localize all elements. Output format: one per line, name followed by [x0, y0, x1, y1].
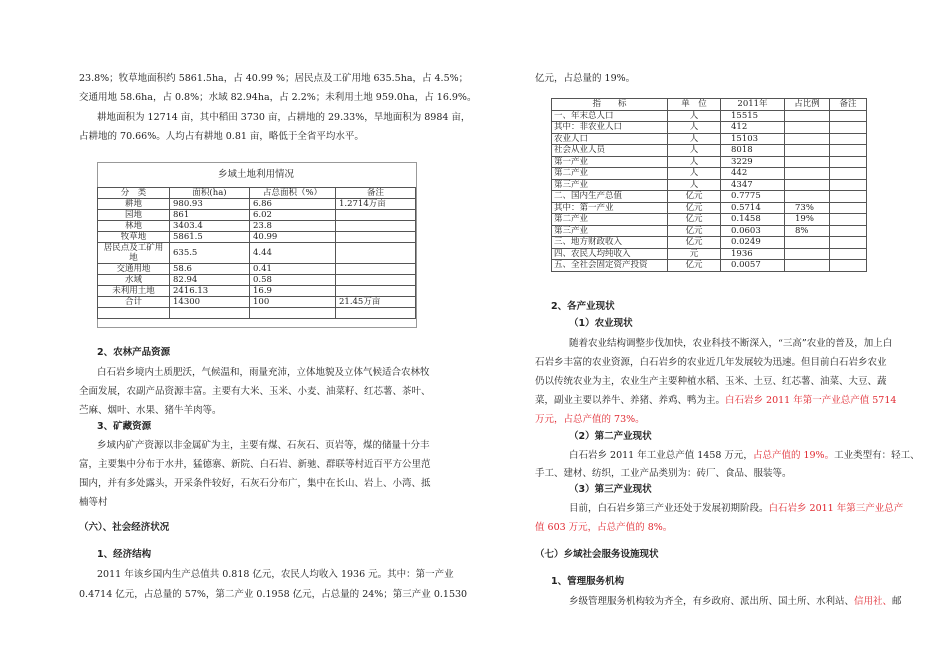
table-header-cell: 2011年 — [721, 99, 785, 111]
highlighted-text: 值 603 万元，占总产值的 8%。 — [535, 522, 673, 533]
table-cell: 1936 — [721, 248, 785, 260]
section-title: 1、管理服务机构 — [551, 576, 625, 587]
table-cell: 合计 — [98, 297, 170, 308]
table-cell: 一、年末总人口 — [552, 110, 668, 122]
land-table-caption: 乡域土地利用情况 — [217, 169, 294, 180]
table-cell: 亿元 — [668, 191, 721, 203]
section-title: 2、农林产品资源 — [97, 347, 171, 358]
paragraph-line: 手工、建材、纺织，工业产品类别为：砖厂、食品、服装等。 — [535, 468, 792, 479]
table-cell: 635.5 — [170, 243, 250, 264]
table-cell: 亿元 — [668, 225, 721, 237]
table-cell: 23.8 — [250, 221, 336, 232]
table-cell: 8018 — [721, 145, 785, 157]
table-header-row — [552, 99, 867, 111]
table-cell — [830, 202, 867, 214]
table-cell: 6.02 — [250, 210, 336, 221]
table-cell — [830, 168, 867, 180]
table-row — [552, 156, 867, 168]
table-cell — [830, 225, 867, 237]
table-cell: 其中：第一产业 — [552, 202, 668, 214]
table-cell: 0.41 — [250, 264, 336, 275]
table-cell: 8% — [785, 225, 830, 237]
table-cell — [785, 122, 830, 134]
table-row — [552, 179, 867, 191]
table-cell: 未利用土地 — [98, 286, 170, 297]
land-use-text-line: 交通用地 58.6ha，占 0.8%；水域 82.94ha，占 2.2%；未利用土地 959.0ha，占 16.9%。 — [79, 92, 477, 103]
table-row — [552, 191, 867, 203]
table-row — [98, 199, 416, 210]
table-cell: 19% — [785, 214, 830, 226]
table-cell: 0.0057 — [721, 260, 785, 272]
table-cell: 5861.5 — [170, 232, 250, 243]
table-cell — [785, 110, 830, 122]
table-cell: 林地 — [98, 221, 170, 232]
table-header-cell: 占比例 — [785, 99, 830, 111]
table-cell: 人 — [668, 110, 721, 122]
table-row — [552, 110, 867, 122]
table-cell: 100 — [250, 297, 336, 308]
table-row-empty — [98, 308, 416, 319]
table-cell: 0.1458 — [721, 214, 785, 226]
table-cell: 412 — [721, 122, 785, 134]
paragraph-text: 邮 — [892, 596, 902, 607]
paragraph-text: 工业类型有：轻工、 — [834, 450, 920, 461]
table-cell: 0.0249 — [721, 237, 785, 249]
table-cell — [170, 308, 250, 319]
paragraph-line: 楠等村 — [79, 497, 108, 508]
paragraph-line: 随着农业结构调整步伐加快，农业科技不断深入，“三高”农业的普及，加上白 — [569, 338, 893, 349]
highlighted-text: 白石岩乡 2011 年第一产业总产值 5714 — [725, 395, 897, 406]
table-cell: 0.5714 — [721, 202, 785, 214]
table-cell: 2416.13 — [170, 286, 250, 297]
farmland-text-line: 耕地面积为 12714 亩，其中稻田 3730 亩，占耕地的 29.33%，旱地面积为 8984 亩， — [97, 112, 471, 123]
section-heading: （七）乡域社会服务设施现状 — [535, 549, 659, 560]
table-cell: 五、全社会固定资产投资 — [552, 260, 668, 272]
table-cell: 四、农民人均纯收入 — [552, 248, 668, 260]
table-cell: 82.94 — [170, 275, 250, 286]
subsection-title: （2）第二产业现状 — [569, 431, 652, 442]
table-cell — [785, 133, 830, 145]
table-cell: 人 — [668, 156, 721, 168]
table-row — [98, 286, 416, 297]
table-header-cell: 单 位 — [668, 99, 721, 111]
table-cell: 6.86 — [250, 199, 336, 210]
economic-stats-table — [551, 98, 867, 272]
table-cell: 居民点及工矿用地 — [98, 243, 170, 264]
table-cell: 第二产业 — [552, 214, 668, 226]
highlighted-text: 信用社、 — [854, 596, 893, 607]
paragraph-text: 白石岩乡 2011 年工业总产值 1458 万元， — [569, 450, 753, 461]
table-cell — [785, 168, 830, 180]
paragraph-line: 苎麻、烟叶、水果、猪牛羊肉等。 — [79, 405, 222, 416]
table-row — [552, 225, 867, 237]
section-title: 3、矿藏资源 — [97, 421, 152, 432]
table-cell — [830, 133, 867, 145]
table-row — [552, 214, 867, 226]
paragraph-line — [535, 394, 896, 407]
table-row — [98, 210, 416, 221]
section-title: 2、各产业现状 — [551, 301, 615, 312]
table-row — [552, 237, 867, 249]
table-cell: 人 — [668, 145, 721, 157]
paragraph-line — [569, 595, 902, 608]
table-row — [552, 133, 867, 145]
table-header-cell: 备注 — [336, 188, 416, 199]
table-cell: 861 — [170, 210, 250, 221]
table-header-cell: 指 标 — [552, 99, 668, 111]
farmland-text-line: 占耕地的 70.66%。人均占有耕地 0.81 亩，略低于全省平均水平。 — [79, 131, 364, 142]
paragraph-line: 2011 年该乡国内生产总值共 0.818 亿元，农民人均收入 1936 元。其中：第一产业 — [97, 569, 454, 580]
table-cell — [785, 237, 830, 249]
table-cell: 15515 — [721, 110, 785, 122]
table-row — [552, 202, 867, 214]
table-cell — [830, 191, 867, 203]
table-cell — [336, 264, 416, 275]
paragraph-text: 目前，白石岩乡第三产业还处于发展初期阶段。 — [569, 503, 769, 514]
table-cell: 3229 — [721, 156, 785, 168]
table-cell: 15103 — [721, 133, 785, 145]
table-row — [98, 221, 416, 232]
table-row — [552, 248, 867, 260]
table-cell: 亿元 — [668, 237, 721, 249]
table-cell: 442 — [721, 168, 785, 180]
table-cell: 第一产业 — [552, 156, 668, 168]
table-header-row — [98, 188, 416, 199]
table-row — [98, 297, 416, 308]
table-cell: 三、地方财政收入 — [552, 237, 668, 249]
paragraph-line: 白石岩乡境内土质肥沃，气候温和，雨量充沛，立体地貌及立体气候适合农林牧 — [97, 367, 430, 378]
table-cell: 16.9 — [250, 286, 336, 297]
table-cell: 73% — [785, 202, 830, 214]
table-cell: 人 — [668, 122, 721, 134]
paragraph-line — [569, 502, 903, 515]
highlighted-text: 白石岩乡 2011 年第三产业总产 — [768, 503, 904, 514]
table-cell — [336, 221, 416, 232]
table-cell: 21.45万亩 — [336, 297, 416, 308]
table-cell: 社会从业人员 — [552, 145, 668, 157]
table-cell: 亿元 — [668, 202, 721, 214]
table-cell: 农业人口 — [552, 133, 668, 145]
paragraph-line — [569, 449, 920, 462]
paragraph-line: 石岩乡丰富的农业资源，白石岩乡的农业近几年发展较为迅速。但目前白石岩乡农业 — [535, 357, 887, 368]
table-cell: 亿元 — [668, 260, 721, 272]
table-cell: 耕地 — [98, 199, 170, 210]
table-cell: 3403.4 — [170, 221, 250, 232]
table-cell — [785, 191, 830, 203]
table-cell: 园地 — [98, 210, 170, 221]
table-cell: 第三产业 — [552, 179, 668, 191]
table-header-cell: 备注 — [830, 99, 867, 111]
paragraph-line: 全面发展，农副产品资源丰富。主要有大米、玉米、小麦、油菜籽、红芯薯、茶叶、 — [79, 386, 431, 397]
table-cell — [785, 248, 830, 260]
paragraph-line: 仍以传统农业为主，农业生产主要种植水稻、玉米、土豆、红芯薯、油菜、大豆、蔬 — [535, 376, 887, 387]
table-cell — [98, 308, 170, 319]
table-cell: 0.0603 — [721, 225, 785, 237]
table-row — [98, 232, 416, 243]
table-cell — [336, 243, 416, 264]
table-cell: 4347 — [721, 179, 785, 191]
table-cell — [830, 145, 867, 157]
table-cell: 人 — [668, 133, 721, 145]
table-cell: 人 — [668, 168, 721, 180]
table-cell — [785, 260, 830, 272]
table-cell: 4.44 — [250, 243, 336, 264]
table-cell: 人 — [668, 179, 721, 191]
paragraph-line: 围内，并有多处露头，开采条件较好，石灰石分布广，集中在长山、岩上、小湾、抵 — [79, 478, 431, 489]
table-cell — [336, 308, 416, 319]
subsection-title: （3）第三产业现状 — [569, 484, 652, 495]
table-cell: 40.99 — [250, 232, 336, 243]
table-cell: 第三产业 — [552, 225, 668, 237]
highlighted-text: 占总产值的 19%。 — [752, 450, 835, 461]
table-cell — [830, 248, 867, 260]
table-cell: 元 — [668, 248, 721, 260]
table-row — [552, 260, 867, 272]
paragraph-line: 富，主要集中分布于水井，猛德寨、新院、白石岩、新驰、群联等村近百平方公里范 — [79, 459, 431, 470]
land-use-text-line: 23.8%；牧草地面积约 5861.5ha，占 40.99 %；居民点及工矿用地 635.5ha，占 4.5%； — [79, 73, 469, 84]
table-cell: 水域 — [98, 275, 170, 286]
section-title: 1、经济结构 — [97, 549, 152, 560]
table-cell: 1.2714万亩 — [336, 199, 416, 210]
table-cell — [336, 210, 416, 221]
table-header-cell: 面积(ha) — [170, 188, 250, 199]
table-header-cell: 占总面积（%） — [250, 188, 336, 199]
table-cell — [830, 110, 867, 122]
table-cell: 交通用地 — [98, 264, 170, 275]
table-cell — [785, 145, 830, 157]
land-use-table — [97, 187, 416, 319]
table-cell: 亿元 — [668, 214, 721, 226]
table-cell: 二、国内生产总值 — [552, 191, 668, 203]
paragraph-line: 乡域内矿产资源以非金属矿为主，主要有煤、石灰石、页岩等，煤的储量十分丰 — [97, 440, 430, 451]
table-cell: 0.58 — [250, 275, 336, 286]
subsection-title: （1）农业现状 — [569, 318, 633, 329]
table-cell — [830, 122, 867, 134]
table-cell: 牧草地 — [98, 232, 170, 243]
paragraph-line: 亿元，占总量的 19%。 — [535, 73, 636, 84]
table-cell — [830, 214, 867, 226]
table-cell: 58.6 — [170, 264, 250, 275]
paragraph-text: 菜，副业主要以养牛、养猪、养鸡、鸭为主。 — [535, 395, 726, 406]
paragraph-line: 0.4714 亿元，占总量的 57%，第二产业 0.1958 亿元，占总量的 24%；第三产业 0.1530 — [79, 589, 468, 600]
table-cell — [785, 156, 830, 168]
table-cell — [830, 237, 867, 249]
table-cell: 0.7775 — [721, 191, 785, 203]
table-row — [552, 122, 867, 134]
table-cell — [336, 275, 416, 286]
table-row — [552, 145, 867, 157]
table-cell — [250, 308, 336, 319]
table-cell — [336, 232, 416, 243]
table-row — [98, 275, 416, 286]
table-cell: 其中：非农业人口 — [552, 122, 668, 134]
highlighted-text: 万元，占总产值的 73%。 — [535, 414, 645, 425]
paragraph-text: 乡级管理服务机构较为齐全，有乡政府、派出所、国土所、水利站、 — [569, 596, 855, 607]
table-cell — [830, 260, 867, 272]
table-cell — [336, 286, 416, 297]
table-cell: 第二产业 — [552, 168, 668, 180]
table-cell — [785, 179, 830, 191]
table-header-cell: 分 类 — [98, 188, 170, 199]
table-cell: 14300 — [170, 297, 250, 308]
table-cell — [830, 179, 867, 191]
table-row — [552, 168, 867, 180]
table-cell: 980.93 — [170, 199, 250, 210]
section-heading: （六）、社会经济状况 — [79, 522, 170, 533]
table-row — [98, 264, 416, 275]
table-cell — [830, 156, 867, 168]
table-row — [98, 243, 416, 264]
